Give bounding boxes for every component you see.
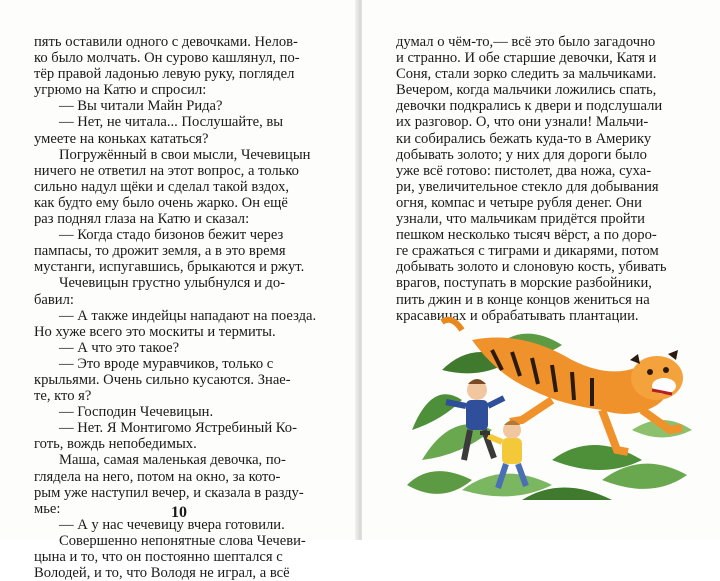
text-line: угрюмо на Катю и спросил: — [34, 82, 207, 99]
text-line: Совершенно непонятные слова Чечеви- — [59, 532, 306, 549]
text-line: Но хуже всего это москиты и термиты. — [34, 323, 276, 340]
text-line: — Нет, не читала... Послушайте, вы — [59, 114, 284, 131]
text-line: узнали, что мальчикам придётся пройти — [396, 211, 645, 228]
text-line: пять оставили одного с девочками. Нелов- — [34, 34, 298, 50]
text-line: умеете на коньках кататься? — [34, 130, 209, 147]
text-line: рым уже наступил вечер, и сказала в разду- — [34, 484, 304, 501]
text-line: уже всё готово: пистолет, два ножа, суха- — [396, 162, 652, 179]
text-line: врагов, поступать в морские разбойники, — [396, 275, 652, 292]
text-line: пить джин и в конце концов жениться на — [396, 291, 650, 308]
text-line: пампасы, то дрожит земля, а в это время — [34, 243, 286, 260]
text-line: — Вы читали Майн Рида? — [59, 98, 223, 115]
text-line: ге сражаться с тиграми и дикарями, потом — [396, 243, 659, 260]
right-page — [362, 0, 720, 540]
left-page — [0, 0, 358, 581]
text-line: Володей, и то, что Володя не играл, а всё — [34, 565, 290, 581]
text-line: Маша, самая маленькая девочка, по- — [59, 452, 286, 469]
text-line: ри, увеличительное стекло для добывания — [396, 178, 659, 195]
text-line: цына и то, что он постоянно шептался с — [34, 549, 283, 565]
text-line: думал о чём-то,— всё это было загадочно — [396, 34, 656, 50]
text-line: — Это вроде муравчиков, только с — [59, 355, 274, 372]
text-line: тёр правой ладонью левую руку, поглядел — [34, 66, 295, 83]
text-line: Чечевицын грустно улыбнулся и до- — [59, 275, 285, 292]
text-line: — Нет. Я Монтигомо Ястребиный Ко- — [59, 420, 297, 437]
text-line: раз поднял глаза на Катю и сказал: — [34, 211, 250, 228]
text-line: их разговор. О, что они узнали! Мальчи- — [396, 114, 649, 131]
text-line: огня, компас и четыре рубля денег. Они — [396, 194, 642, 211]
left-page-text — [34, 34, 332, 581]
text-line: ко было молчать. Он сурово кашлянул, по- — [34, 50, 300, 67]
page-number: 10 — [171, 504, 187, 521]
text-line: — А также индейцы нападают на поезда. — [59, 307, 317, 324]
text-line: бавил: — [34, 291, 74, 308]
text-line: сильно надул щёки и сделал такой вздох, — [34, 178, 290, 195]
text-line: как будто ему было очень жарко. Он ещё — [34, 194, 288, 211]
text-line: Вечером, когда мальчики ложились спать, — [396, 82, 657, 99]
text-line: — Господин Чечевицын. — [59, 404, 214, 421]
text-line: и странно. И обе старшие девочки, Катя и — [396, 50, 657, 67]
text-line: ки собирались бежать куда-то в Америку — [396, 130, 652, 147]
tiger-attacking-boys-illustration — [402, 310, 702, 510]
text-line: готь, вождь непобедимых. — [34, 436, 197, 453]
text-line: добывать золото; у них для дороги было — [396, 146, 647, 163]
text-line: девочки подкрались к двери и подслушали — [396, 98, 663, 115]
text-line: пешком несколько тысяч вёрст, а по доро- — [396, 227, 657, 244]
text-line: — А что это такое? — [59, 339, 180, 356]
text-line: Соня, стали зорко следить за мальчиками. — [396, 66, 657, 83]
text-line: Погружённый в свои мысли, Чечевицын — [59, 146, 311, 163]
text-line: мье: — [34, 500, 61, 517]
text-line: те, кто я? — [34, 388, 92, 405]
text-line: — Когда стадо бизонов бежит через — [59, 227, 284, 244]
text-line: — А у нас чечевицу вчера готовили. — [59, 516, 285, 533]
text-line: глядела на него, потом на окно, за кото- — [34, 468, 281, 485]
text-line: добывать золото и слоновую кость, убивать — [396, 259, 667, 276]
right-page-text — [396, 34, 694, 324]
text-line: ничего не ответил на этот вопрос, а только — [34, 162, 299, 179]
text-line: крыльями. Очень сильно кусаются. Знае- — [34, 371, 291, 388]
text-line: мустанги, испугавшись, брыкаются и ржут. — [34, 259, 305, 276]
text-line: красавицах и обрабатывать плантации. — [396, 307, 639, 324]
